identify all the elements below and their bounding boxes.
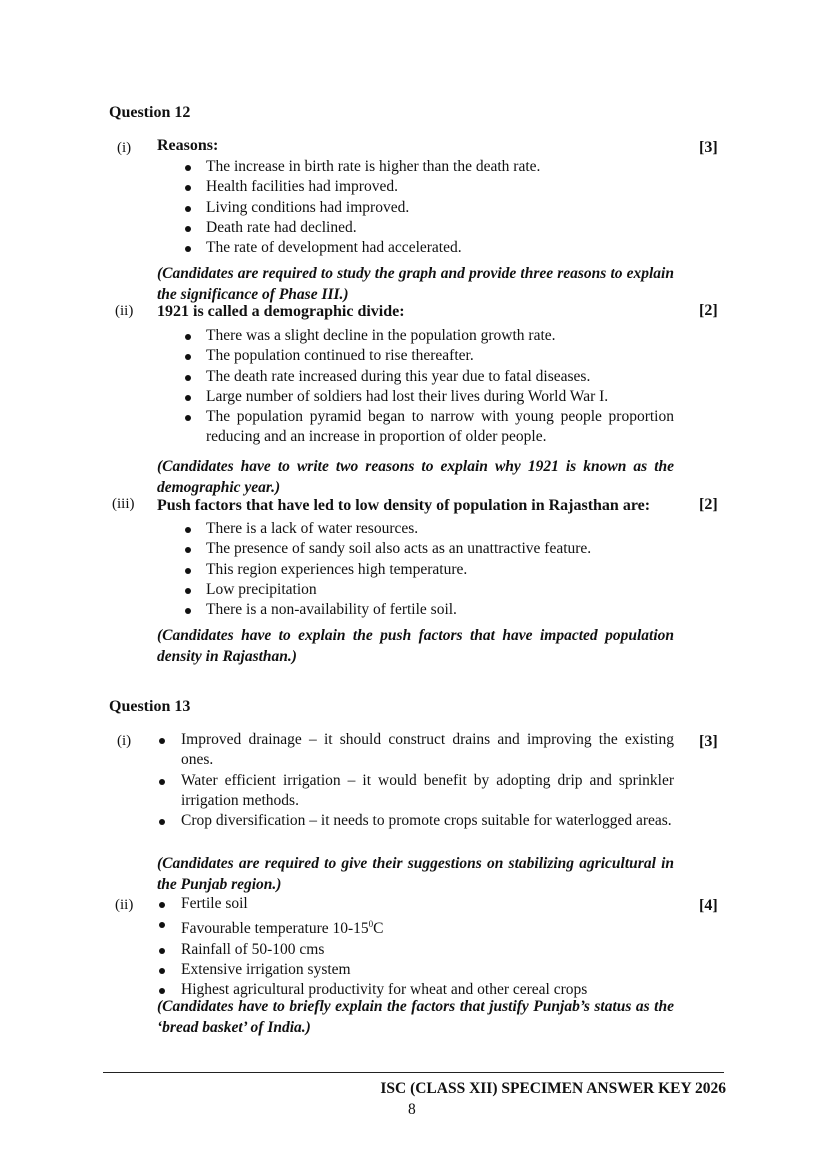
list-item: Living conditions had improved. <box>206 198 676 218</box>
bullet-icon <box>185 354 191 360</box>
marks-badge: [4] <box>699 897 718 914</box>
bullet-icon <box>185 185 191 191</box>
bullet-icon <box>185 395 191 401</box>
bullet-icon <box>159 968 165 974</box>
bullet-icon <box>185 568 191 574</box>
bullet-icon <box>159 922 165 928</box>
bullet-icon <box>185 206 191 212</box>
bullet-list <box>181 894 681 1001</box>
bullet-icon <box>185 547 191 553</box>
bullet-list <box>206 326 674 448</box>
list-item: The increase in birth rate is higher than the death rate. <box>206 157 676 177</box>
part-number: (ii) <box>115 897 134 913</box>
bullet-icon <box>159 738 165 744</box>
bullet-icon <box>159 902 165 908</box>
footer-title: ISC (CLASS XII) SPECIMEN ANSWER KEY 2026 <box>380 1080 726 1097</box>
bullet-list <box>206 157 676 258</box>
bullet-icon <box>185 527 191 533</box>
list-item: Favourable temperature $10-15^0C$ <box>181 914 681 939</box>
list-item: Death rate had declined. <box>206 218 676 238</box>
bullet-icon <box>185 588 191 594</box>
examiner-note: (Candidates have to briefly explain the factors that justify Punjab’s status as the ‘bread basket’ of India.) <box>157 998 674 1036</box>
bullet-icon <box>159 819 165 825</box>
list-item: Improved drainage – it should construct drains and improving the existing ones. <box>181 730 674 771</box>
list-item: Fertile soil <box>181 894 681 914</box>
examiner-note: (Candidates are required to give their suggestions on stabilizing agricultural in the Punjab region.) <box>157 855 674 893</box>
bullet-list <box>206 519 674 620</box>
list-item: The death rate increased during this year due to fatal diseases. <box>206 367 674 387</box>
bullet-icon <box>185 415 191 421</box>
list-item: Highest agricultural productivity for wheat and other cereal crops <box>181 980 681 1000</box>
bullet-list <box>181 730 674 831</box>
list-item: Low precipitation <box>206 580 674 600</box>
examiner-note: (Candidates are required to study the graph and provide three reasons to explain the significance of Phase III.) <box>157 265 674 303</box>
list-item: Health facilities had improved. <box>206 177 676 197</box>
bullet-icon <box>159 988 165 994</box>
examiner-note: (Candidates have to write two reasons to explain why 1921 is known as the demographic year.) <box>157 458 674 496</box>
marks-badge: [3] <box>699 139 718 156</box>
bullet-icon <box>185 165 191 171</box>
bullet-icon <box>185 608 191 614</box>
list-item: Water efficient irrigation – it would benefit by adopting drip and sprinkler irrigation methods. <box>181 771 674 812</box>
list-item: Large number of soldiers had lost their lives during World War I. <box>206 387 674 407</box>
bullet-icon <box>159 948 165 954</box>
list-item: Crop diversification – it needs to promote crops suitable for waterlogged areas. <box>181 811 674 831</box>
marks-badge: [2] <box>699 496 718 513</box>
list-item: Extensive irrigation system <box>181 960 681 980</box>
list-item: The presence of sandy soil also acts as an unattractive feature. <box>206 539 674 559</box>
bullet-icon <box>185 246 191 252</box>
part-number: (i) <box>117 140 132 156</box>
part-number: (i) <box>117 733 132 749</box>
list-item: There is a lack of water resources. <box>206 519 674 539</box>
examiner-note: (Candidates have to explain the push factors that have impacted population density in Rajasthan.) <box>157 627 674 665</box>
question-12-title: Question 12 <box>109 104 191 121</box>
list-item: The rate of development had accelerated. <box>206 238 676 258</box>
bullet-icon <box>159 779 165 785</box>
footer-divider <box>103 1072 724 1073</box>
bullet-icon <box>185 375 191 381</box>
part-heading: Reasons: <box>157 137 219 154</box>
list-item: Rainfall of 50-100 cms <box>181 940 681 960</box>
question-13-title: Question 13 <box>109 698 191 715</box>
part-number: (ii) <box>115 303 134 319</box>
marks-badge: [2] <box>699 302 718 319</box>
degree-superscript: 0 <box>368 919 374 930</box>
list-item: There is a non-availability of fertile soil. <box>206 600 674 620</box>
list-item: This region experiences high temperature. <box>206 560 674 580</box>
part-heading: 1921 is called a demographic divide: <box>157 303 405 320</box>
list-item: The population continued to rise thereafter. <box>206 346 674 366</box>
page-number: 8 <box>408 1101 416 1118</box>
part-heading: Push factors that have led to low density of population in Rajasthan are: <box>157 497 651 514</box>
part-number: (iii) <box>112 496 135 512</box>
list-item: The population pyramid began to narrow with young people proportion reducing and an increase in proportion of older people. <box>206 407 674 448</box>
bullet-icon <box>185 334 191 340</box>
marks-badge: [3] <box>699 733 718 750</box>
list-item: There was a slight decline in the population growth rate. <box>206 326 674 346</box>
bullet-icon <box>185 226 191 232</box>
